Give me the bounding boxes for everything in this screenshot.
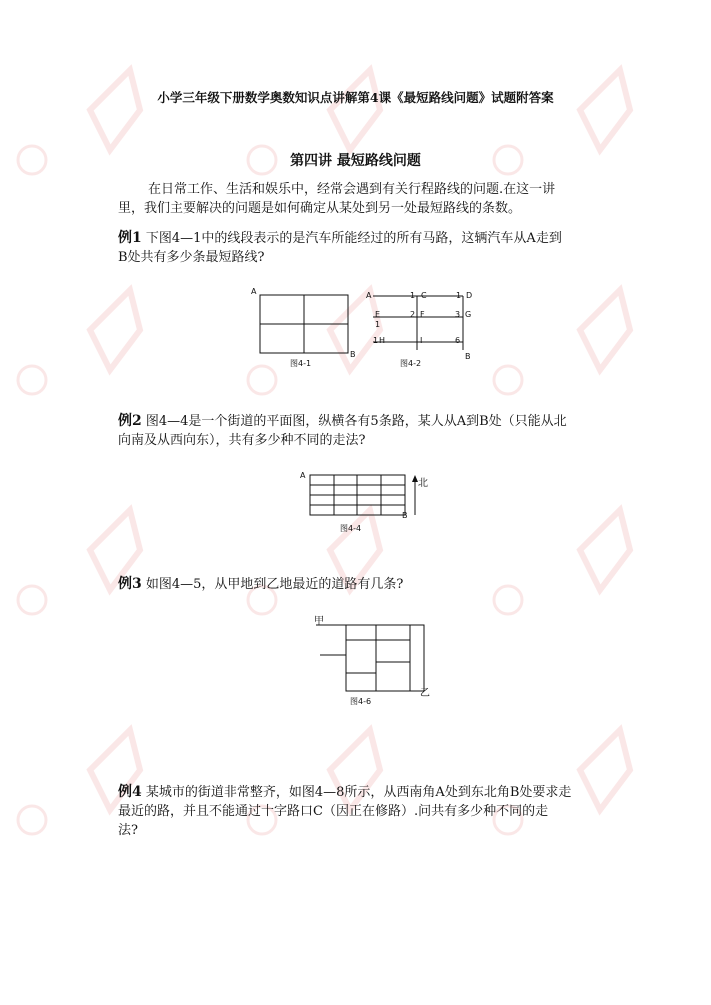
- example-1-line-1: [118, 229, 562, 248]
- document-header: 小学三年级下册数学奥数知识点讲解第4课《最短路线问题》试题附答案: [157, 90, 554, 105]
- fig2-label-n1b: 1: [456, 291, 462, 300]
- fig3-caption: 图4-4: [340, 524, 362, 533]
- fig2-label-h: H: [379, 336, 386, 345]
- figure-4-2: [365, 290, 475, 360]
- fig2-label-a: A: [366, 291, 372, 300]
- fig2-label-e: E: [375, 310, 381, 319]
- fig4-label-yi: 乙: [420, 688, 430, 699]
- fig2-label-n1c: 1: [375, 320, 381, 329]
- example-4-text-3: 法?: [118, 823, 138, 838]
- fig3-label-a: A: [300, 471, 306, 480]
- fig2-label-n1: 1: [410, 291, 416, 300]
- example-4-text-1: 某城市的街道非常整齐，如图4—8所示，从西南角A处到东北角B处要求走: [145, 785, 572, 800]
- fig1-label-a: A: [251, 287, 257, 296]
- example-2-text-1: 图4—4是一个街道的平面图，纵横各有5条路，某人从A到B处（只能从北: [145, 414, 567, 429]
- fig2-label-i: I: [420, 336, 423, 345]
- fig2-caption: 图4-2: [400, 359, 422, 368]
- fig2-label-f: F: [420, 310, 425, 319]
- example-3-text-1: 如图4—5，从甲地到乙地最近的道路有几条?: [145, 577, 404, 592]
- intro-line-2: 里，我们主要解决的问题是如何确定从某处到另一处最短路线的条数。: [118, 201, 522, 216]
- fig2-label-g: G: [465, 310, 472, 319]
- example-1-text-1: 下图4—1中的线段表示的是汽车所能经过的所有马路，这辆汽车从A走到: [145, 231, 562, 246]
- example-4-text-2: 最近的路，并且不能通过十字路口C（因正在修路）.问共有多少种不同的走: [118, 804, 549, 819]
- fig2-label-n3: 3: [455, 310, 461, 319]
- fig1-caption: 图4-1: [290, 359, 312, 368]
- example-1-text-2: B处共有多少条最短路线?: [118, 250, 265, 265]
- fig2-label-d: D: [466, 291, 473, 300]
- figure-4-6: [310, 615, 430, 695]
- example-2-label: 例2: [118, 413, 142, 429]
- lecture-title: 第四讲 最短路线问题: [290, 153, 421, 169]
- fig4-caption: 图4-6: [350, 697, 372, 706]
- fig2-label-c: C: [421, 291, 427, 300]
- intro-line-1: 在日常工作、生活和娱乐中，经常会遇到有关行程路线的问题.在这一讲: [148, 182, 556, 197]
- fig3-label-north: 北: [418, 478, 428, 489]
- fig1-label-b: B: [350, 350, 356, 359]
- example-1-label: 例1: [118, 230, 142, 246]
- example-4-label: 例4: [118, 784, 142, 800]
- fig4-label-jia: 甲: [314, 616, 324, 627]
- example-3-label: 例3: [118, 576, 142, 592]
- example-2-text-2: 向南及从西向东），共有多少种不同的走法?: [118, 433, 366, 448]
- example-2-line-1: [118, 412, 567, 431]
- fig2-label-n2: 2: [410, 310, 416, 319]
- example-3-line-1: [118, 575, 403, 594]
- fig3-label-b: B: [402, 511, 408, 520]
- fig2-label-n1d: 1: [373, 336, 379, 345]
- example-4-line-1: [118, 783, 571, 802]
- fig2-label-b: B: [465, 352, 471, 361]
- fig2-label-n6: 6: [455, 336, 461, 345]
